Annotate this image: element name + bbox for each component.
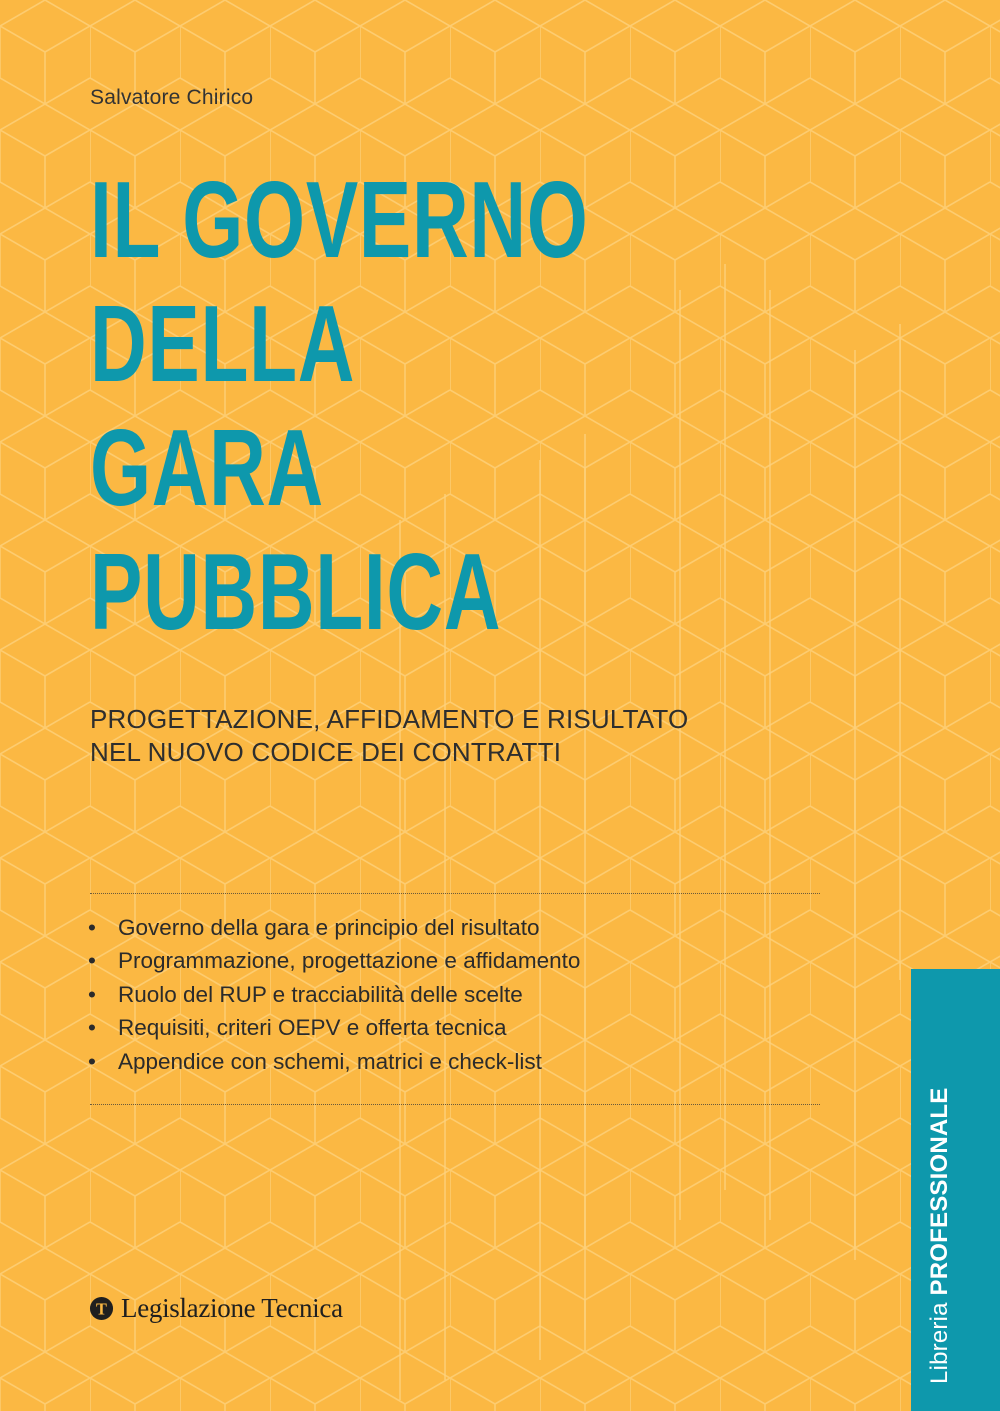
bullet-icon: • (88, 1015, 96, 1041)
bullet-icon: • (88, 948, 96, 974)
list-item (88, 978, 580, 1011)
book-subtitle (90, 703, 688, 769)
title-line: GARA (90, 407, 324, 529)
topic-list (88, 911, 580, 1078)
publisher-logo (89, 1290, 343, 1326)
logo-letter: T (96, 1298, 107, 1318)
dotted-divider-bottom (90, 1104, 820, 1105)
title-line: DELLA (90, 283, 356, 405)
list-item-text: Ruolo del RUP e tracciabilità delle scelte (118, 981, 523, 1007)
series-label (926, 1088, 954, 1384)
list-item-text: Appendice con schemi, matrici e check-list (118, 1048, 542, 1074)
publisher-name: Legislazione Tecnica (121, 1292, 343, 1323)
bullet-icon: • (88, 981, 96, 1007)
series-band (911, 969, 1000, 1411)
author-name: Salvatore Chirico (90, 86, 254, 109)
title-line: PUBBLICA (90, 531, 502, 653)
bullet-icon: • (88, 915, 96, 940)
subtitle-line: NEL NUOVO CODICE DEI CONTRATTI (90, 737, 562, 767)
publisher-logo-icon (89, 1296, 114, 1321)
list-item-text: Requisiti, criteri OEPV e offerta tecnica (118, 1015, 507, 1041)
list-item (88, 911, 580, 944)
list-item-text: Governo della gara e principio del risultato (118, 915, 540, 940)
series-name: PROFESSIONALE (926, 1087, 953, 1296)
book-title (90, 158, 589, 654)
dotted-divider-top (90, 893, 820, 894)
series-prefix: Libreria (926, 1302, 953, 1384)
list-item (88, 1011, 580, 1044)
title-line: IL GOVERNO (90, 159, 589, 281)
list-item-text: Programmazione, progettazione e affidamento (118, 948, 581, 974)
list-item (88, 1045, 580, 1078)
bullet-icon: • (88, 1048, 96, 1074)
list-item (88, 944, 580, 977)
subtitle-line: PROGETTAZIONE, AFFIDAMENTO E RISULTATO (90, 704, 689, 734)
